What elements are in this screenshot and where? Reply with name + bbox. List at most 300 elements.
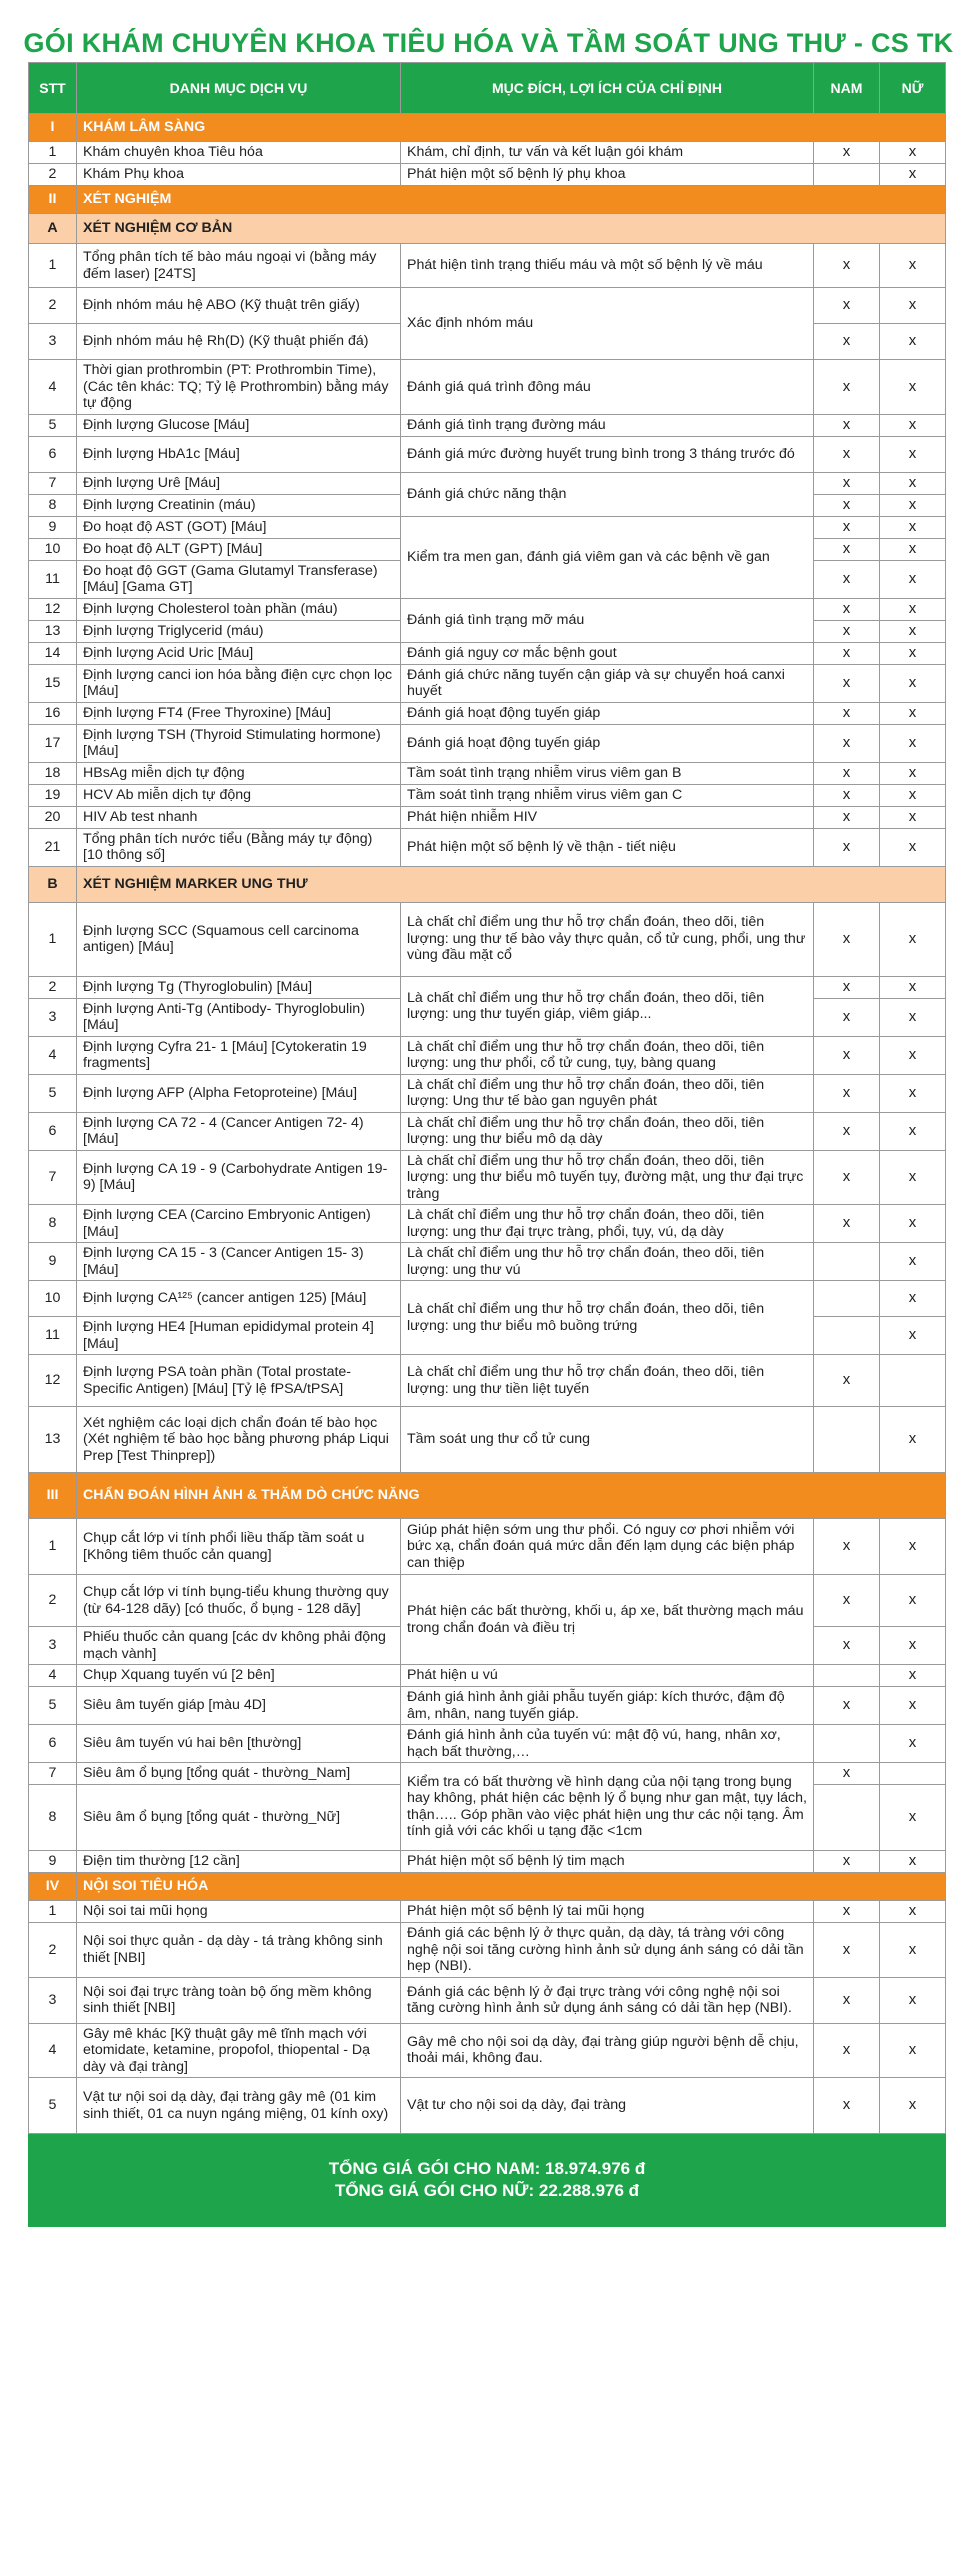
service-name: Định lượng PSA toàn phần (Total prostate-Specific Antigen) [Máu] [Tỷ lệ fPSA/tPSA] bbox=[77, 1355, 401, 1407]
male-mark: x bbox=[814, 642, 880, 664]
service-purpose: Là chất chỉ điểm ung thư hỗ trợ chẩn đoán, theo dõi, tiên lượng: ung thư biểu mô dạ dày bbox=[401, 1112, 814, 1150]
service-name: HIV Ab test nhanh bbox=[77, 806, 401, 828]
row-number: 3 bbox=[29, 1977, 77, 2023]
female-mark: x bbox=[880, 414, 946, 436]
service-name: Định lượng CA 72 - 4 (Cancer Antigen 72- 4) [Máu] bbox=[77, 1112, 401, 1150]
table-row bbox=[29, 2023, 946, 2078]
female-mark: x bbox=[880, 324, 946, 360]
female-mark: x bbox=[880, 436, 946, 472]
service-name: Định lượng HE4 [Human epididymal protein 4] [Máu] bbox=[77, 1317, 401, 1355]
male-mark bbox=[814, 1243, 880, 1281]
male-mark: x bbox=[814, 762, 880, 784]
section-number: III bbox=[29, 1473, 77, 1519]
total-cell bbox=[29, 2134, 946, 2227]
service-name: Chụp cắt lớp vi tính phổi liều thấp tầm soát u [Không tiêm thuốc cản quang] bbox=[77, 1519, 401, 1575]
female-mark: x bbox=[880, 360, 946, 415]
row-number: 7 bbox=[29, 1150, 77, 1205]
row-number: 10 bbox=[29, 1281, 77, 1317]
male-mark bbox=[814, 1785, 880, 1851]
row-number: 13 bbox=[29, 620, 77, 642]
table-row bbox=[29, 2078, 946, 2134]
female-mark: x bbox=[880, 1317, 946, 1355]
service-name: Định lượng Glucose [Máu] bbox=[77, 414, 401, 436]
table-row bbox=[29, 598, 946, 620]
service-name: Khám Phụ khoa bbox=[77, 164, 401, 186]
table-row bbox=[29, 664, 946, 702]
service-purpose: Đánh giá chức năng thận bbox=[401, 472, 814, 516]
table-row bbox=[29, 806, 946, 828]
male-mark: x bbox=[814, 436, 880, 472]
row-number: 8 bbox=[29, 1205, 77, 1243]
female-mark: x bbox=[880, 998, 946, 1036]
table-row bbox=[29, 1763, 946, 1785]
service-purpose: Đánh giá tình trạng mỡ máu bbox=[401, 598, 814, 642]
male-mark: x bbox=[814, 494, 880, 516]
male-mark: x bbox=[814, 828, 880, 866]
female-mark: x bbox=[880, 472, 946, 494]
service-purpose: Phát hiện một số bệnh lý phụ khoa bbox=[401, 164, 814, 186]
table-row bbox=[29, 360, 946, 415]
table-row bbox=[29, 1150, 946, 1205]
service-name: Định lượng Acid Uric [Máu] bbox=[77, 642, 401, 664]
row-number: 8 bbox=[29, 494, 77, 516]
table-row bbox=[29, 1519, 946, 1575]
female-mark: x bbox=[880, 1205, 946, 1243]
male-mark: x bbox=[814, 620, 880, 642]
service-name: Định lượng Creatinin (máu) bbox=[77, 494, 401, 516]
male-mark: x bbox=[814, 1851, 880, 1873]
service-purpose: Đánh giá quá trình đông máu bbox=[401, 360, 814, 415]
row-number: 16 bbox=[29, 702, 77, 724]
table-row bbox=[29, 436, 946, 472]
service-purpose: Là chất chỉ điểm ung thư hỗ trợ chẩn đoán, theo dõi, tiên lượng: ung thư vú bbox=[401, 1243, 814, 1281]
female-mark: x bbox=[880, 142, 946, 164]
male-mark: x bbox=[814, 1763, 880, 1785]
female-mark: x bbox=[880, 538, 946, 560]
service-purpose: Đánh giá mức đường huyết trung bình trong 3 tháng trước đó bbox=[401, 436, 814, 472]
female-mark: x bbox=[880, 762, 946, 784]
male-mark: x bbox=[814, 244, 880, 288]
service-purpose: Gây mê cho nội soi dạ dày, đại tràng giúp người bệnh dễ chịu, thoải mái, không đau. bbox=[401, 2023, 814, 2078]
service-purpose: Kiểm tra có bất thường về hình dạng của nội tạng trong bụng hay không, phát hiện các bệnh lý ổ bụng như gan mật, tụy lách, thận….. Góp phần vào việc phát hiện ung thư các nội tạng. Âm tính giả với các khối u tạng đặc <1cm bbox=[401, 1763, 814, 1851]
service-purpose: Xác định nhóm máu bbox=[401, 288, 814, 360]
male-mark: x bbox=[814, 1112, 880, 1150]
row-number: 1 bbox=[29, 902, 77, 976]
table-row bbox=[29, 516, 946, 538]
section-number: II bbox=[29, 186, 77, 214]
service-name: Định lượng AFP (Alpha Fetoproteine) [Máu] bbox=[77, 1074, 401, 1112]
service-purpose: Đánh giá nguy cơ mắc bệnh gout bbox=[401, 642, 814, 664]
row-number: 4 bbox=[29, 1036, 77, 1074]
row-number: 9 bbox=[29, 1243, 77, 1281]
row-number: 2 bbox=[29, 1923, 77, 1978]
section-title: XÉT NGHIỆM CƠ BẢN bbox=[77, 214, 946, 244]
female-mark: x bbox=[880, 1725, 946, 1763]
male-mark: x bbox=[814, 1575, 880, 1627]
row-number: 13 bbox=[29, 1407, 77, 1473]
table-row bbox=[29, 1112, 946, 1150]
page-title: GÓI KHÁM CHUYÊN KHOA TIÊU HÓA VÀ TẦM SOÁT UNG THƯ - CS TK bbox=[23, 28, 954, 58]
section-row bbox=[29, 186, 946, 214]
female-mark: x bbox=[880, 1407, 946, 1473]
male-mark: x bbox=[814, 414, 880, 436]
male-mark: x bbox=[814, 360, 880, 415]
service-name: Vật tư nội soi dạ dày, đại tràng gây mê (01 kim sinh thiết, 01 ca nuyn ngáng miệng, 01 kính oxy) bbox=[77, 2078, 401, 2134]
service-name: HCV Ab miễn dịch tự động bbox=[77, 784, 401, 806]
service-name: Định lượng canci ion hóa bằng điện cực chọn lọc [Máu] bbox=[77, 664, 401, 702]
service-purpose: Đánh giá hoạt động tuyến giáp bbox=[401, 724, 814, 762]
table-row bbox=[29, 1407, 946, 1473]
section-title: CHẨN ĐOÁN HÌNH ẢNH & THĂM DÒ CHỨC NĂNG bbox=[77, 1473, 946, 1519]
service-purpose: Là chất chỉ điểm ung thư hỗ trợ chẩn đoán, theo dõi, tiên lượng: Ung thư tế bào gan nguyên phát bbox=[401, 1074, 814, 1112]
male-mark: x bbox=[814, 1205, 880, 1243]
male-mark bbox=[814, 1281, 880, 1317]
female-mark: x bbox=[880, 1851, 946, 1873]
table-row bbox=[29, 244, 946, 288]
service-purpose: Phát hiện một số bệnh lý về thận - tiết niệu bbox=[401, 828, 814, 866]
table-row bbox=[29, 976, 946, 998]
row-number: 1 bbox=[29, 244, 77, 288]
service-purpose: Phát hiện một số bệnh lý tim mạch bbox=[401, 1851, 814, 1873]
row-number: 9 bbox=[29, 1851, 77, 1873]
male-mark: x bbox=[814, 1901, 880, 1923]
section-number: B bbox=[29, 866, 77, 902]
total-row bbox=[29, 2134, 946, 2227]
service-name: Định nhóm máu hệ Rh(D) (Kỹ thuật phiến đá) bbox=[77, 324, 401, 360]
subsection-row bbox=[29, 866, 946, 902]
service-name: Chụp Xquang tuyến vú [2 bên] bbox=[77, 1665, 401, 1687]
service-name: Nội soi thực quản - dạ dày - tá tràng không sinh thiết [NBI] bbox=[77, 1923, 401, 1978]
service-purpose: Đánh giá chức năng tuyến cận giáp và sự chuyển hoá canxi huyết bbox=[401, 664, 814, 702]
row-number: 2 bbox=[29, 1575, 77, 1627]
service-name: Điện tim thường [12 cần] bbox=[77, 1851, 401, 1873]
service-name: Định lượng CEA (Carcino Embryonic Antigen) [Máu] bbox=[77, 1205, 401, 1243]
male-mark bbox=[814, 1317, 880, 1355]
female-mark: x bbox=[880, 1575, 946, 1627]
service-name: Định lượng TSH (Thyroid Stimulating hormone) [Máu] bbox=[77, 724, 401, 762]
service-purpose: Giúp phát hiện sớm ung thư phổi. Có nguy cơ phơi nhiễm với bức xạ, chẩn đoán quá mức dẫn đến lạm dụng các biện pháp can thiệp bbox=[401, 1519, 814, 1575]
female-mark: x bbox=[880, 2078, 946, 2134]
female-mark: x bbox=[880, 902, 946, 976]
service-name: Định lượng Cyfra 21- 1 [Máu] [Cytokeratin 19 fragments] bbox=[77, 1036, 401, 1074]
female-mark: x bbox=[880, 976, 946, 998]
section-title: XÉT NGHIỆM bbox=[77, 186, 946, 214]
service-name: Thời gian prothrombin (PT: Prothrombin Time), (Các tên khác: TQ; Tỷ lệ Prothrombin) bằng máy tự động bbox=[77, 360, 401, 415]
service-name: Định nhóm máu hệ ABO (Kỹ thuật trên giấy) bbox=[77, 288, 401, 324]
female-mark: x bbox=[880, 1977, 946, 2023]
table-row bbox=[29, 902, 946, 976]
service-name: Đo hoạt độ GGT (Gama Glutamyl Transferase) [Máu] [Gama GT] bbox=[77, 560, 401, 598]
row-number: 1 bbox=[29, 1901, 77, 1923]
service-purpose: Đánh giá hình ảnh giải phẫu tuyến giáp: kích thước, đậm độ âm, nhân, nang tuyến giáp. bbox=[401, 1687, 814, 1725]
row-number: 6 bbox=[29, 1725, 77, 1763]
female-mark bbox=[880, 1763, 946, 1785]
male-mark: x bbox=[814, 142, 880, 164]
service-purpose: Đánh giá hoạt động tuyến giáp bbox=[401, 702, 814, 724]
service-name: Định lượng FT4 (Free Thyroxine) [Máu] bbox=[77, 702, 401, 724]
male-mark: x bbox=[814, 976, 880, 998]
row-number: 19 bbox=[29, 784, 77, 806]
section-title: XÉT NGHIỆM MARKER UNG THƯ bbox=[77, 866, 946, 902]
service-name: Xét nghiệm các loại dịch chẩn đoán tế bào học (Xét nghiệm tế bào học bằng phương pháp Liqui Prep [Test Thinprep]) bbox=[77, 1407, 401, 1473]
male-mark: x bbox=[814, 902, 880, 976]
service-name: Tổng phân tích tế bào máu ngoại vi (bằng máy đếm laser) [24TS] bbox=[77, 244, 401, 288]
table-row bbox=[29, 1725, 946, 1763]
male-mark bbox=[814, 1665, 880, 1687]
service-purpose: Là chất chỉ điểm ung thư hỗ trợ chẩn đoán, theo dõi, tiên lượng: ung thư đại trực tràng, phổi, tụy, vú, dạ dày bbox=[401, 1205, 814, 1243]
service-name: Định lượng CA¹²⁵ (cancer antigen 125) [Máu] bbox=[77, 1281, 401, 1317]
female-mark: x bbox=[880, 1785, 946, 1851]
service-name: Định lượng Triglycerid (máu) bbox=[77, 620, 401, 642]
section-row bbox=[29, 1473, 946, 1519]
service-purpose: Là chất chỉ điểm ung thư hỗ trợ chẩn đoán, theo dõi, tiên lượng: ung thư tế bào vảy thực quản, cổ tử cung, phổi, ung thư vùng đầu mặt cổ bbox=[401, 902, 814, 976]
service-purpose: Đánh giá các bệnh lý ở đại trực tràng với công nghệ nội soi tăng cường hình ảnh sử dụng ánh sáng có dải tần hẹp (NBI). bbox=[401, 1977, 814, 2023]
section-title: NỘI SOI TIÊU HÓA bbox=[77, 1873, 946, 1901]
service-name: Nội soi tai mũi họng bbox=[77, 1901, 401, 1923]
service-name: HBsAg miễn dịch tự động bbox=[77, 762, 401, 784]
table-body bbox=[29, 114, 946, 2134]
service-purpose: Phát hiện tình trạng thiếu máu và một số bệnh lý về máu bbox=[401, 244, 814, 288]
table-row bbox=[29, 1575, 946, 1627]
male-mark: x bbox=[814, 1687, 880, 1725]
female-mark: x bbox=[880, 1036, 946, 1074]
table-row bbox=[29, 1281, 946, 1317]
header-male: NAM bbox=[814, 63, 880, 114]
service-purpose: Đánh giá tình trạng đường máu bbox=[401, 414, 814, 436]
row-number: 2 bbox=[29, 976, 77, 998]
female-mark: x bbox=[880, 288, 946, 324]
service-name: Đo hoạt độ ALT (GPT) [Máu] bbox=[77, 538, 401, 560]
row-number: 3 bbox=[29, 998, 77, 1036]
row-number: 11 bbox=[29, 1317, 77, 1355]
row-number: 3 bbox=[29, 1627, 77, 1665]
row-number: 14 bbox=[29, 642, 77, 664]
male-mark: x bbox=[814, 1355, 880, 1407]
female-mark: x bbox=[880, 560, 946, 598]
row-number: 1 bbox=[29, 1519, 77, 1575]
service-name: Chụp cắt lớp vi tính bụng-tiểu khung thường quy (từ 64-128 dãy) [có thuốc, ổ bụng - 128 dãy] bbox=[77, 1575, 401, 1627]
row-number: 18 bbox=[29, 762, 77, 784]
service-purpose: Tầm soát tình trạng nhiễm virus viêm gan C bbox=[401, 784, 814, 806]
female-mark: x bbox=[880, 620, 946, 642]
service-purpose: Là chất chỉ điểm ung thư hỗ trợ chẩn đoán, theo dõi, tiên lượng: ung thư biểu mô tuyến tụy, đường mật, ung thư đại trực tràng bbox=[401, 1150, 814, 1205]
row-number: 1 bbox=[29, 142, 77, 164]
row-number: 6 bbox=[29, 436, 77, 472]
female-mark: x bbox=[880, 664, 946, 702]
table-row bbox=[29, 1851, 946, 1873]
female-mark bbox=[880, 1355, 946, 1407]
service-purpose: Vật tư cho nội soi dạ dày, đại tràng bbox=[401, 2078, 814, 2134]
male-mark bbox=[814, 1725, 880, 1763]
female-mark: x bbox=[880, 724, 946, 762]
female-mark: x bbox=[880, 1627, 946, 1665]
female-mark: x bbox=[880, 1519, 946, 1575]
section-number: A bbox=[29, 214, 77, 244]
service-name: Siêu âm ổ bụng [tổng quát - thường_Nữ] bbox=[77, 1785, 401, 1851]
service-purpose: Tầm soát tình trạng nhiễm virus viêm gan B bbox=[401, 762, 814, 784]
female-mark: x bbox=[880, 1074, 946, 1112]
male-mark bbox=[814, 164, 880, 186]
male-mark: x bbox=[814, 664, 880, 702]
row-number: 7 bbox=[29, 1763, 77, 1785]
row-number: 5 bbox=[29, 1687, 77, 1725]
service-name: Định lượng HbA1c [Máu] bbox=[77, 436, 401, 472]
service-purpose: Tầm soát ung thư cổ tử cung bbox=[401, 1407, 814, 1473]
row-number: 12 bbox=[29, 1355, 77, 1407]
row-number: 5 bbox=[29, 414, 77, 436]
section-number: I bbox=[29, 114, 77, 142]
table-row bbox=[29, 1901, 946, 1923]
service-purpose: Kiểm tra men gan, đánh giá viêm gan và các bệnh về gan bbox=[401, 516, 814, 598]
male-mark: x bbox=[814, 2078, 880, 2134]
service-name: Định lượng Tg (Thyroglobulin) [Máu] bbox=[77, 976, 401, 998]
service-name: Định lượng Cholesterol toàn phần (máu) bbox=[77, 598, 401, 620]
table-row bbox=[29, 724, 946, 762]
female-mark: x bbox=[880, 784, 946, 806]
service-name: Siêu âm tuyến vú hai bên [thường] bbox=[77, 1725, 401, 1763]
row-number: 6 bbox=[29, 1112, 77, 1150]
service-name: Định lượng SCC (Squamous cell carcinoma antigen) [Máu] bbox=[77, 902, 401, 976]
row-number: 2 bbox=[29, 288, 77, 324]
service-name: Định lượng CA 15 - 3 (Cancer Antigen 15- 3) [Máu] bbox=[77, 1243, 401, 1281]
header-female: NỮ bbox=[880, 63, 946, 114]
header-service: DANH MỤC DỊCH VỤ bbox=[77, 63, 401, 114]
service-name: Tổng phân tích nước tiểu (Bằng máy tự động) [10 thông số] bbox=[77, 828, 401, 866]
male-mark: x bbox=[814, 1074, 880, 1112]
section-row bbox=[29, 1873, 946, 1901]
row-number: 3 bbox=[29, 324, 77, 360]
service-name: Phiếu thuốc cản quang [các dv không phải động mạch vành] bbox=[77, 1627, 401, 1665]
male-mark: x bbox=[814, 560, 880, 598]
row-number: 17 bbox=[29, 724, 77, 762]
female-mark: x bbox=[880, 642, 946, 664]
row-number: 5 bbox=[29, 2078, 77, 2134]
service-name: Siêu âm tuyến giáp [màu 4D] bbox=[77, 1687, 401, 1725]
table-row bbox=[29, 1977, 946, 2023]
female-mark: x bbox=[880, 1901, 946, 1923]
female-mark: x bbox=[880, 164, 946, 186]
table-row bbox=[29, 762, 946, 784]
row-number: 2 bbox=[29, 164, 77, 186]
row-number: 11 bbox=[29, 560, 77, 598]
female-mark: x bbox=[880, 1923, 946, 1978]
table-row bbox=[29, 414, 946, 436]
service-name: Định lượng CA 19 - 9 (Carbohydrate Antigen 19-9) [Máu] bbox=[77, 1150, 401, 1205]
female-mark: x bbox=[880, 516, 946, 538]
table-row bbox=[29, 1355, 946, 1407]
female-mark: x bbox=[880, 828, 946, 866]
female-mark: x bbox=[880, 598, 946, 620]
male-mark bbox=[814, 1407, 880, 1473]
table-row bbox=[29, 642, 946, 664]
section-row bbox=[29, 114, 946, 142]
male-mark: x bbox=[814, 2023, 880, 2078]
female-mark: x bbox=[880, 1665, 946, 1687]
service-purpose: Phát hiện nhiễm HIV bbox=[401, 806, 814, 828]
female-mark: x bbox=[880, 806, 946, 828]
service-name: Siêu âm ổ bụng [tổng quát - thường_Nam] bbox=[77, 1763, 401, 1785]
service-name: Đo hoạt độ AST (GOT) [Máu] bbox=[77, 516, 401, 538]
male-mark: x bbox=[814, 598, 880, 620]
male-mark: x bbox=[814, 998, 880, 1036]
female-mark: x bbox=[880, 2023, 946, 2078]
service-name: Định lượng Anti-Tg (Antibody- Thyroglobulin) [Máu] bbox=[77, 998, 401, 1036]
service-purpose: Khám, chỉ định, tư vấn và kết luận gói khám bbox=[401, 142, 814, 164]
male-mark: x bbox=[814, 324, 880, 360]
male-mark: x bbox=[814, 1627, 880, 1665]
row-number: 15 bbox=[29, 664, 77, 702]
service-purpose: Là chất chỉ điểm ung thư hỗ trợ chẩn đoán, theo dõi, tiên lượng: ung thư phổi, cổ tử cung, tụy, bàng quang bbox=[401, 1036, 814, 1074]
table-row bbox=[29, 784, 946, 806]
table-row bbox=[29, 288, 946, 324]
male-mark: x bbox=[814, 516, 880, 538]
service-purpose: Là chất chỉ điểm ung thư hỗ trợ chẩn đoán, theo dõi, tiên lượng: ung thư biểu mô buồng trứng bbox=[401, 1281, 814, 1355]
male-mark: x bbox=[814, 1150, 880, 1205]
female-mark: x bbox=[880, 1243, 946, 1281]
header-stt: STT bbox=[29, 63, 77, 114]
row-number: 4 bbox=[29, 1665, 77, 1687]
service-name: Nội soi đại trực tràng toàn bộ ống mềm không sinh thiết [NBI] bbox=[77, 1977, 401, 2023]
row-number: 5 bbox=[29, 1074, 77, 1112]
female-mark: x bbox=[880, 702, 946, 724]
row-number: 4 bbox=[29, 360, 77, 415]
row-number: 20 bbox=[29, 806, 77, 828]
male-mark: x bbox=[814, 288, 880, 324]
table-row bbox=[29, 702, 946, 724]
female-mark: x bbox=[880, 1112, 946, 1150]
table-row bbox=[29, 1074, 946, 1112]
row-number: 12 bbox=[29, 598, 77, 620]
service-purpose: Đánh giá hình ảnh của tuyến vú: mật độ vú, hang, nhân xơ, hạch bất thường,… bbox=[401, 1725, 814, 1763]
row-number: 7 bbox=[29, 472, 77, 494]
male-mark: x bbox=[814, 806, 880, 828]
table-row bbox=[29, 828, 946, 866]
section-number: IV bbox=[29, 1873, 77, 1901]
female-mark: x bbox=[880, 244, 946, 288]
male-mark: x bbox=[814, 1519, 880, 1575]
male-mark: x bbox=[814, 1036, 880, 1074]
female-total: TỔNG GIÁ GÓI CHO NỮ: 22.288.976 đ bbox=[334, 2181, 640, 2200]
male-mark: x bbox=[814, 472, 880, 494]
female-mark: x bbox=[880, 1687, 946, 1725]
male-mark: x bbox=[814, 1923, 880, 1978]
service-purpose: Phát hiện các bất thường, khối u, áp xe, bất thường mạch máu trong chẩn đoán và điều trị bbox=[401, 1575, 814, 1665]
service-purpose: Đánh giá các bệnh lý ở thực quản, dạ dày, tá tràng với công nghệ nội soi tăng cường hình ảnh sử dụng ánh sáng có dải tần hẹp (NBI). bbox=[401, 1923, 814, 1978]
table-row bbox=[29, 142, 946, 164]
service-purpose: Là chất chỉ điểm ung thư hỗ trợ chẩn đoán, theo dõi, tiên lượng: ung thư tuyến giáp, viêm giáp... bbox=[401, 976, 814, 1036]
table-row bbox=[29, 1205, 946, 1243]
female-mark: x bbox=[880, 494, 946, 516]
male-mark: x bbox=[814, 538, 880, 560]
table-row bbox=[29, 1687, 946, 1725]
table-header-row bbox=[29, 63, 946, 114]
male-mark: x bbox=[814, 784, 880, 806]
table-row bbox=[29, 1036, 946, 1074]
service-name: Gây mê khác [Kỹ thuật gây mê tĩnh mạch với etomidate, ketamine, propofol, thiopental - Dạ dày và đại tràng] bbox=[77, 2023, 401, 2078]
header-purpose: MỤC ĐÍCH, LỢI ÍCH CỦA CHỈ ĐỊNH bbox=[401, 63, 814, 114]
male-mark: x bbox=[814, 724, 880, 762]
male-total: TỔNG GIÁ GÓI CHO NAM: 18.974.976 đ bbox=[328, 2159, 646, 2178]
female-mark: x bbox=[880, 1150, 946, 1205]
service-purpose: Phát hiện một số bệnh lý tai mũi họng bbox=[401, 1901, 814, 1923]
table-row bbox=[29, 164, 946, 186]
row-number: 9 bbox=[29, 516, 77, 538]
row-number: 8 bbox=[29, 1785, 77, 1851]
row-number: 4 bbox=[29, 2023, 77, 2078]
male-mark: x bbox=[814, 1977, 880, 2023]
service-purpose: Là chất chỉ điểm ung thư hỗ trợ chẩn đoán, theo dõi, tiên lượng: ung thư tiền liệt tuyến bbox=[401, 1355, 814, 1407]
subsection-row bbox=[29, 214, 946, 244]
